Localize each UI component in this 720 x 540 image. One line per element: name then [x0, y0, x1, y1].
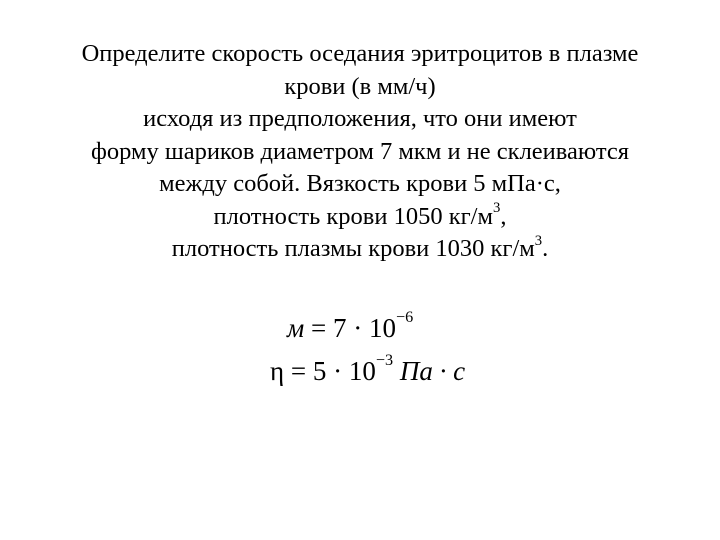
- problem-line-4: форму шариков диаметром 7 мкм и не склеиваются: [90, 137, 630, 165]
- problem-statement: [0, 38, 720, 266]
- problem-line-1: Определите скорость оседания эритроцитов в плазме: [81, 40, 639, 67]
- problem-line-7: [0, 233, 720, 266]
- viscosity-equals: = 5 · 10: [284, 356, 376, 386]
- plasma-density-text: плотность плазмы крови 1030 кг/м: [171, 235, 535, 262]
- blood-density-exponent: 3: [492, 200, 501, 217]
- blood-density-text: плотность крови 1050 кг/м: [213, 202, 493, 230]
- viscosity-formula: [270, 351, 466, 386]
- viscosity-symbol: η: [270, 356, 285, 386]
- diameter-symbol: м: [287, 313, 305, 343]
- problem-line-3: исходя из предположения, что они имеют: [143, 105, 577, 132]
- viscosity-exponent: −3: [375, 351, 394, 370]
- problem-line-5: между собой. Вязкость крови 5 мПа·с,: [159, 170, 561, 197]
- problem-line-6: [0, 201, 720, 234]
- diameter-formula: [287, 308, 414, 343]
- plasma-density-exponent: 3: [534, 232, 543, 249]
- blood-density-tail: ,: [500, 202, 507, 230]
- plasma-density-tail: .: [542, 235, 549, 262]
- diameter-equals: = 7 · 10: [304, 313, 396, 343]
- diameter-exponent: −6: [395, 308, 414, 327]
- problem-line-2: крови (в мм/ч): [284, 72, 436, 100]
- viscosity-unit: Па · с: [393, 356, 466, 386]
